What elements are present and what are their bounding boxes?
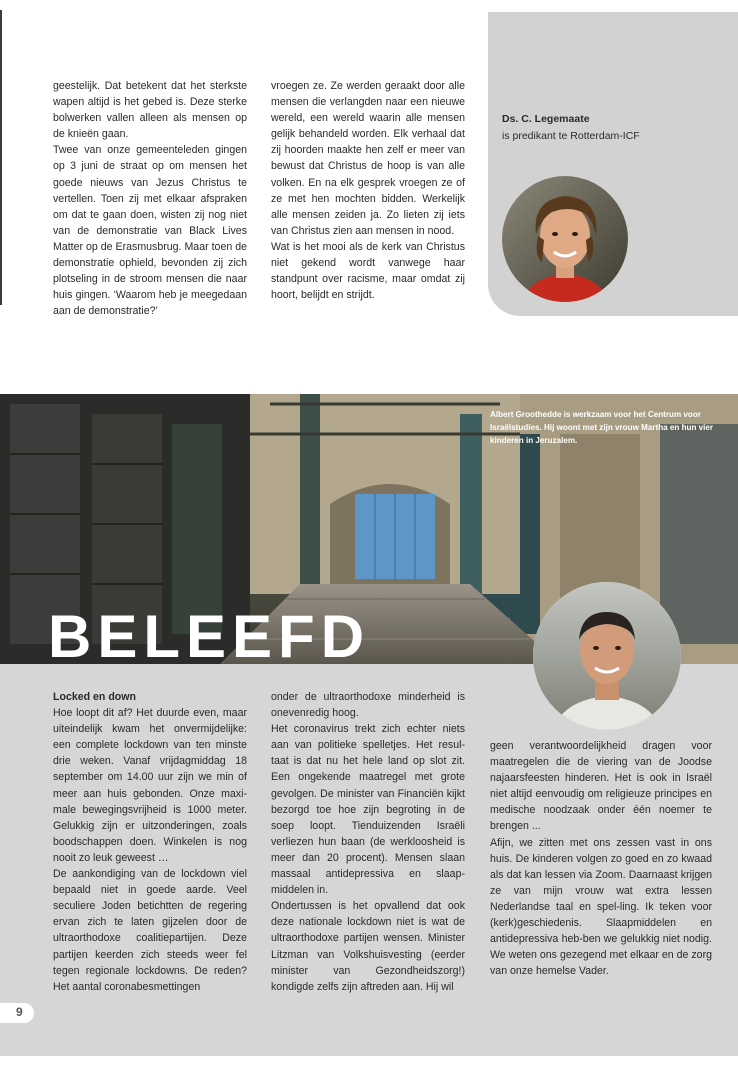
left-margin-rule [0, 10, 2, 305]
subheading: Locked en down [53, 691, 136, 703]
paragraph: vroegen ze. Ze werden geraakt door alle mensen die verlangden naar een nieuwe wereld, een wereld waarin alle mensen gelijk behandeld worden. Elk verhaal dat zij hoorden maakte hen zelf er meer van bewust dat Christus de hoop is van alle volken. En na elk gesprek vroegen ze of ze met hen mochten bidden. Werkelijk alle mensen zeiden ja. Zo lieten zij iets van Christus zien aan mensen in nood. [271, 80, 465, 237]
paragraph: Het coronavirus trekt zich echter niets aan van politieke spelletjes. Het resul-taat is dat nu het hele land op slot zit. Een ongekende maatregel met grote gevolgen. De minister van Financiën kijkt bezorgd toe hoe zijn begroting in de soep loopt. Tienduizenden Israëli verliezen hun baan (de werkloosheid is meer dan 20 procent). Mensen slaan massaal antidepressiva en slaap-middelen in. [271, 723, 465, 897]
paragraph: Hoe loopt dit af? Het duurde even, maar uiteindelijk kwam het onvermijdelijke: een complete lockdown van ten minste drie weken. Vanaf vrijdagmiddag 18 september om 14.00 uur zijn we min of meer aan huis gebonden. Onze maxi-male bewegingsvrijheid is 1000 meter. Gelukkig zijn er uitzonderingen, zoals boodschappen doen. Winkelen is nog nooit zo leuk geweest … [53, 707, 247, 864]
author-portrait-2-image [533, 582, 681, 730]
page-number: 9 [16, 1005, 23, 1019]
paragraph: Twee van onze gemeenteleden gingen op 3 juni de straat op om mensen het goede nieuws van Jezus Christus te vertellen. Toen zij met elkaar afspraken om dat te gaan doen, wisten zij nog niet van de demonstratie van Black Lives Matter op de Erasmusbrug. Maar toen de demonstratie ophield, bevonden zij zich plotseling in de stroom mensen die naar huis gingen. ‘Waarom heb je meegedaan aan de demonstratie?’ [53, 144, 247, 318]
author-portrait [502, 176, 628, 302]
article-title: BELEEFD [48, 603, 371, 670]
top-article-column-1 [53, 78, 247, 319]
author-name: Ds. C. Legemaate [502, 113, 590, 125]
paragraph: Wat is het mooi als de kerk van Christus niet gekend wordt vanwege haar standpunt over racisme, maar omdat zij hoort, belijdt en strijdt. [271, 240, 465, 302]
photo-caption: Albert Groothedde is werkzaam voor het Centrum voor Israëlstudies. Hij woont met zijn vrouw Martha en hun vier kinderen in Jeruzalem. [490, 410, 714, 445]
paragraph: De aankondiging van de lockdown viel bepaald niet in goede aarde. Veel seculiere Joden betichtten de regering ervan zich te laten gijzelen door de ultraorthodoxe coalitiepartijen. Deze partijen keerden zich steeds weer fel tegen regionale lockdowns. De reden? Het aantal coronabesmettingen [53, 868, 247, 993]
bottom-article-column-2 [271, 689, 465, 995]
author-portrait-2 [533, 582, 681, 730]
paragraph: onder de ultraorthodoxe minderheid is onevenredig hoog. [271, 691, 465, 720]
paragraph: geestelijk. Dat betekent dat het sterkste wapen altijd is het gebed is. Deze sterke bolwerken vallen alleen als mensen op de knieën gaan. [53, 80, 247, 141]
page-number-tab [0, 1003, 34, 1023]
author-description: is predikant te Rotterdam-ICF [502, 130, 640, 142]
top-article-column-2 [271, 78, 465, 303]
bottom-article-column-1 [53, 689, 247, 995]
paragraph: Afijn, we zitten met ons zessen vast in ons huis. De kinderen volgen zo goed en zo kwaad als dat kan lessen via Zoom. Daarnaast krijgen ze van mijn vrouw wat extra lessen Nederlandse taal en spel-ling. Ik teken voor (kerk)geschiedenis. Slaapmiddelen en antidepressiva heb-ben we gelukkig niet nodig. We weten ons gezegend met elkaar en de zorg van onze hemelse Vader. [490, 836, 712, 978]
paragraph: geen verantwoordelijkheid dragen voor maatregelen die de viering van de Joodse najaarsfeesten hinderen. Het is ook in Israël niet altijd eenvoudig om religieuze principes en medische noodzaak onder één noemer te brengen ... [490, 740, 712, 833]
paragraph: Ondertussen is het opvallend dat ook deze nationale lockdown niet is wat de ultraorthodoxe partijen wensen. Minister Litzman van Volkshuisvesting (eerder minister van Gezondheidszorg!) kondigde zelfs zijn aftreden aan. Hij wil [271, 900, 465, 993]
bottom-article-column-3 [490, 738, 712, 979]
author-portrait-image [502, 176, 628, 302]
